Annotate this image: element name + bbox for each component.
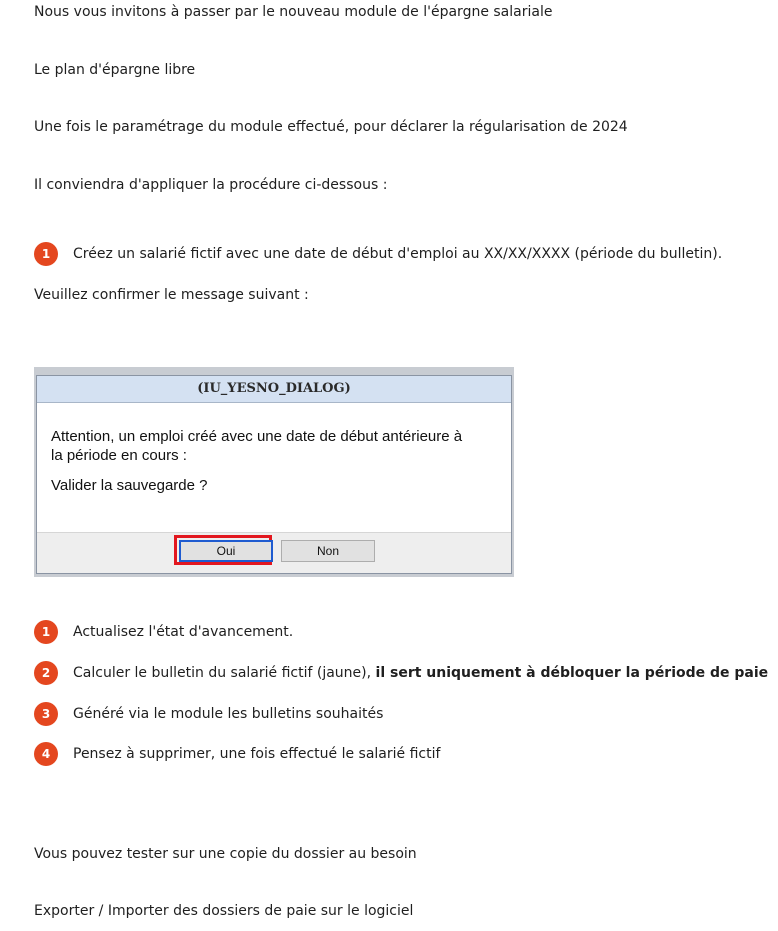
dialog-question: Valider la sauvegarde ? (51, 477, 208, 494)
setup-text: Une fois le paramétrage du module effectué, pour déclarer la régularisation de 2024 (34, 119, 628, 135)
step-text: Généré via le module les bulletins souhaités (73, 706, 384, 722)
step-number-badge: 4 (34, 742, 58, 766)
step-number-badge: 1 (34, 242, 58, 266)
step-number-badge: 1 (34, 620, 58, 644)
step-text: Pensez à supprimer, une fois effectué le salarié fictif (73, 746, 441, 762)
test-text: Vous pouvez tester sur une copie du dossier au besoin (34, 846, 417, 862)
step-item-1 (34, 620, 293, 644)
step-number-badge: 3 (34, 702, 58, 726)
confirm-text: Veuillez confirmer le message suivant : (34, 287, 309, 303)
step-text: Calculer le bulletin du salarié fictif (jaune), il sert uniquement à débloquer la période de paie (73, 665, 769, 681)
dialog-body (37, 403, 511, 495)
step-number-badge: 2 (34, 661, 58, 685)
dialog-screenshot (34, 367, 514, 577)
oui-button[interactable]: Oui (179, 540, 273, 562)
export-text: Exporter / Importer des dossiers de paie sur le logiciel (34, 903, 414, 919)
non-button[interactable]: Non (281, 540, 375, 562)
dialog-title: (IU_YESNO_DIALOG) (37, 376, 511, 403)
intro-text: Nous vous invitons à passer par le nouveau module de l'épargne salariale (34, 4, 553, 20)
procedure-text: Il conviendra d'appliquer la procédure ci-dessous : (34, 177, 388, 193)
step-bold-text: il sert uniquement à débloquer la période de paie (375, 665, 769, 681)
dialog-message-line1: Attention, un emploi créé avec une date de début antérieure à (51, 428, 463, 445)
dialog-message-line2: la période en cours : (51, 447, 187, 464)
first-step-text: Créez un salarié fictif avec une date de début d'emploi au XX/XX/XXXX (période du bulletin). (73, 246, 723, 262)
step-item-3 (34, 702, 383, 726)
step-item-4 (34, 742, 440, 766)
dialog-footer (37, 532, 511, 573)
yesno-dialog (36, 375, 512, 574)
plan-text: Le plan d'épargne libre (34, 62, 196, 78)
first-step-item (34, 242, 722, 266)
step-item-2 (34, 661, 768, 685)
step-text: Actualisez l'état d'avancement. (73, 624, 294, 640)
